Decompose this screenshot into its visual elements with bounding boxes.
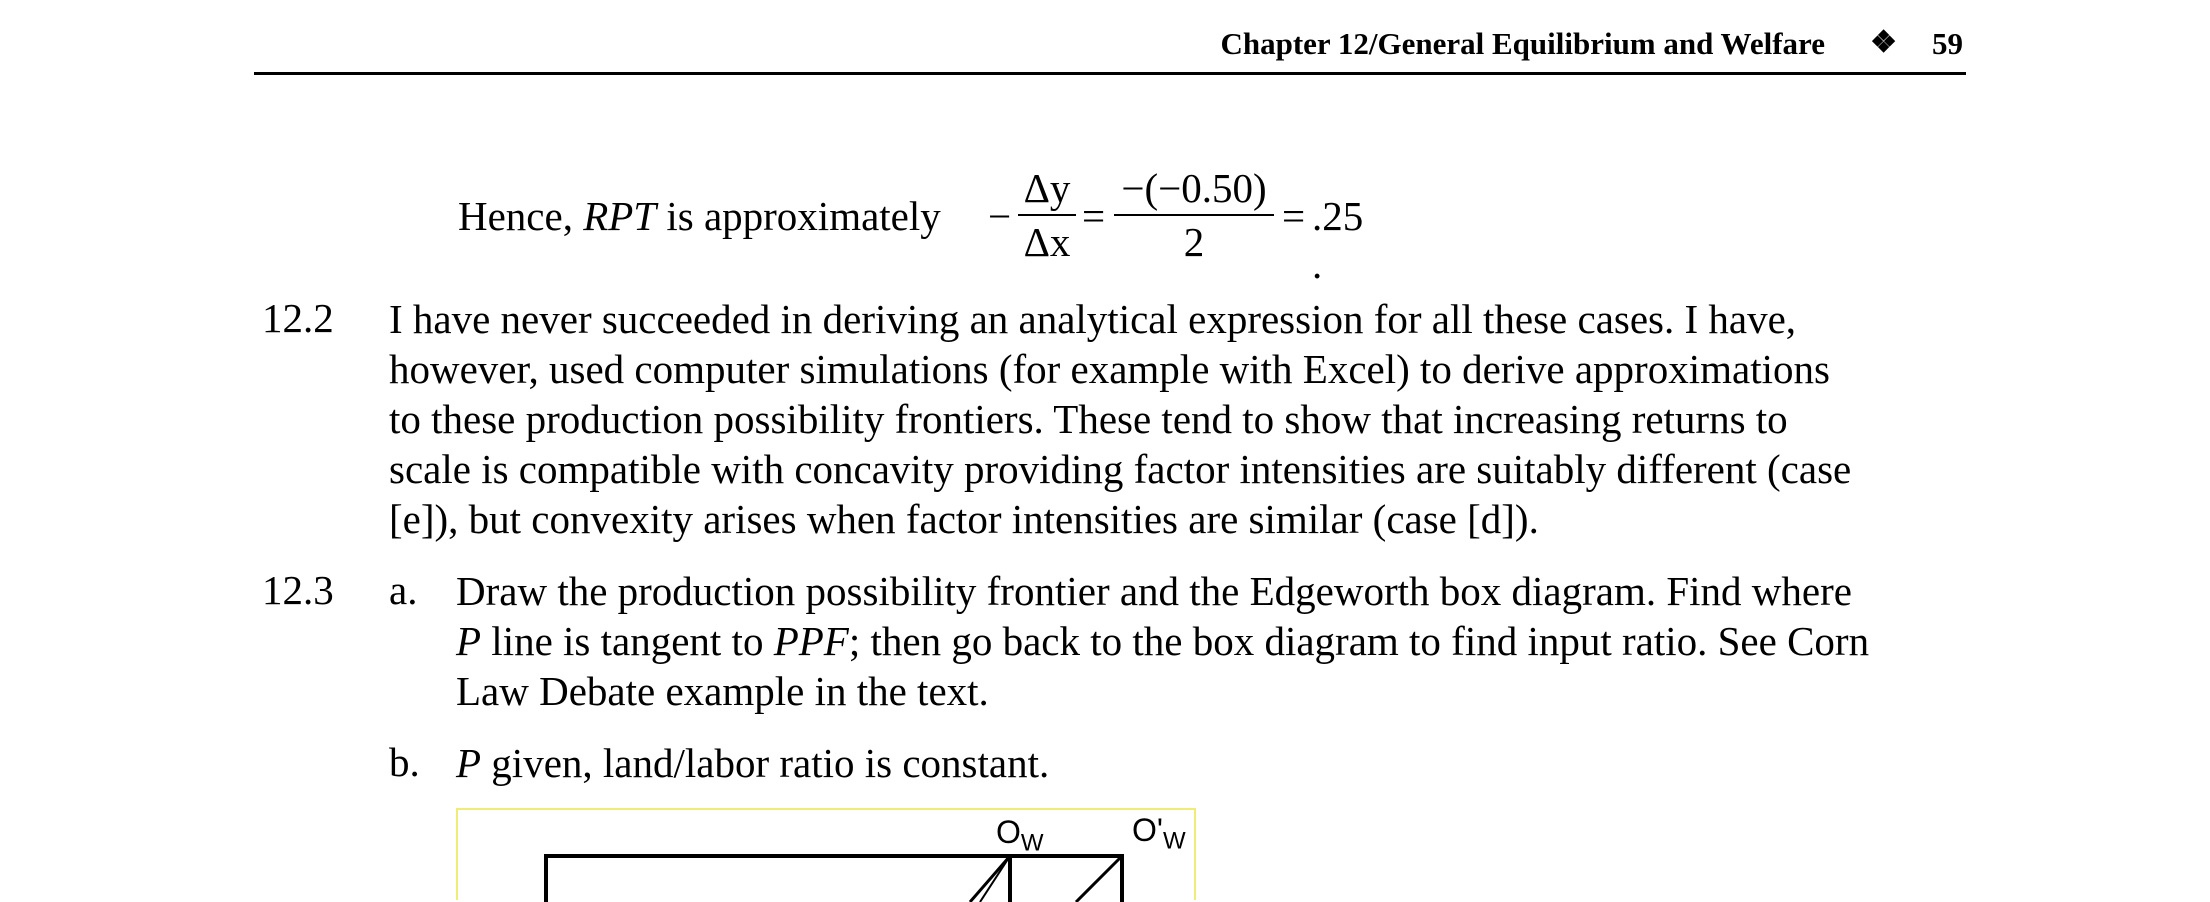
box-outline-left bbox=[546, 856, 1010, 902]
subitem-b-line: P given, land/labor ratio is constant. bbox=[456, 740, 1050, 786]
paragraph-line: scale is compatible with concavity providing factor intensities are suitably different (case bbox=[389, 446, 1852, 492]
paragraph-line: to these production possibility frontiers. These tend to show that increasing returns to bbox=[389, 396, 1788, 442]
item-number-12-2: 12.2 bbox=[262, 295, 334, 341]
diamond-ornament-icon: ❖ bbox=[1870, 26, 1897, 59]
rpt-symbol: RPT bbox=[583, 193, 657, 239]
equals-sign-2: = bbox=[1282, 193, 1306, 239]
item-number-12-3: 12.3 bbox=[262, 567, 334, 613]
paragraph-line: [e]), but convexity arises when factor intensities are similar (case [d]). bbox=[389, 496, 1539, 542]
equals-sign: = bbox=[1082, 193, 1106, 239]
origin-label-ow-prime: $O'_W$ bbox=[1132, 812, 1186, 855]
page-number: 59 bbox=[1932, 26, 1963, 61]
paragraph-12-2 bbox=[389, 294, 1969, 544]
fraction-value: −(−0.50) 2 bbox=[1114, 164, 1274, 266]
minus-sign: − bbox=[988, 193, 1012, 239]
subitem-label-b: b. bbox=[389, 739, 420, 785]
paragraph-line: however, used computer simulations (for example with Excel) to derive approximations bbox=[389, 346, 1830, 392]
formula-lead: Hence, RPT is approximately bbox=[458, 193, 941, 239]
subitem-a-line: Law Debate example in the text. bbox=[456, 668, 989, 714]
formula-result: .25 . bbox=[1312, 193, 1364, 287]
edgeworth-box-lines bbox=[458, 810, 1194, 902]
subitem-a-text bbox=[456, 566, 1869, 716]
contract-line-2 bbox=[980, 856, 1010, 902]
subitem-a-line: Draw the production possibility frontier and the Edgeworth box diagram. Find where bbox=[456, 568, 1852, 614]
box-outline-right bbox=[1010, 856, 1122, 902]
contract-line-3 bbox=[1076, 856, 1122, 902]
chapter-title: Chapter 12/General Equilibrium and Welfare bbox=[1220, 26, 1825, 61]
subitem-b-text bbox=[456, 738, 1049, 788]
contract-line-1 bbox=[970, 856, 1010, 902]
edgeworth-box-diagram bbox=[456, 808, 1196, 900]
subitem-a-line: P line is tangent to PPF; then go back to the box diagram to find input ratio. See Corn bbox=[456, 618, 1870, 664]
subitem-label-a: a. bbox=[389, 567, 418, 613]
origin-label-ow: $O_W$ bbox=[996, 814, 1044, 857]
paragraph-line: I have never succeeded in deriving an analytical expression for all these cases. I have, bbox=[389, 296, 1797, 342]
fraction-dy-dx: Δy Δx bbox=[1018, 164, 1076, 266]
header-rule bbox=[254, 72, 1966, 75]
